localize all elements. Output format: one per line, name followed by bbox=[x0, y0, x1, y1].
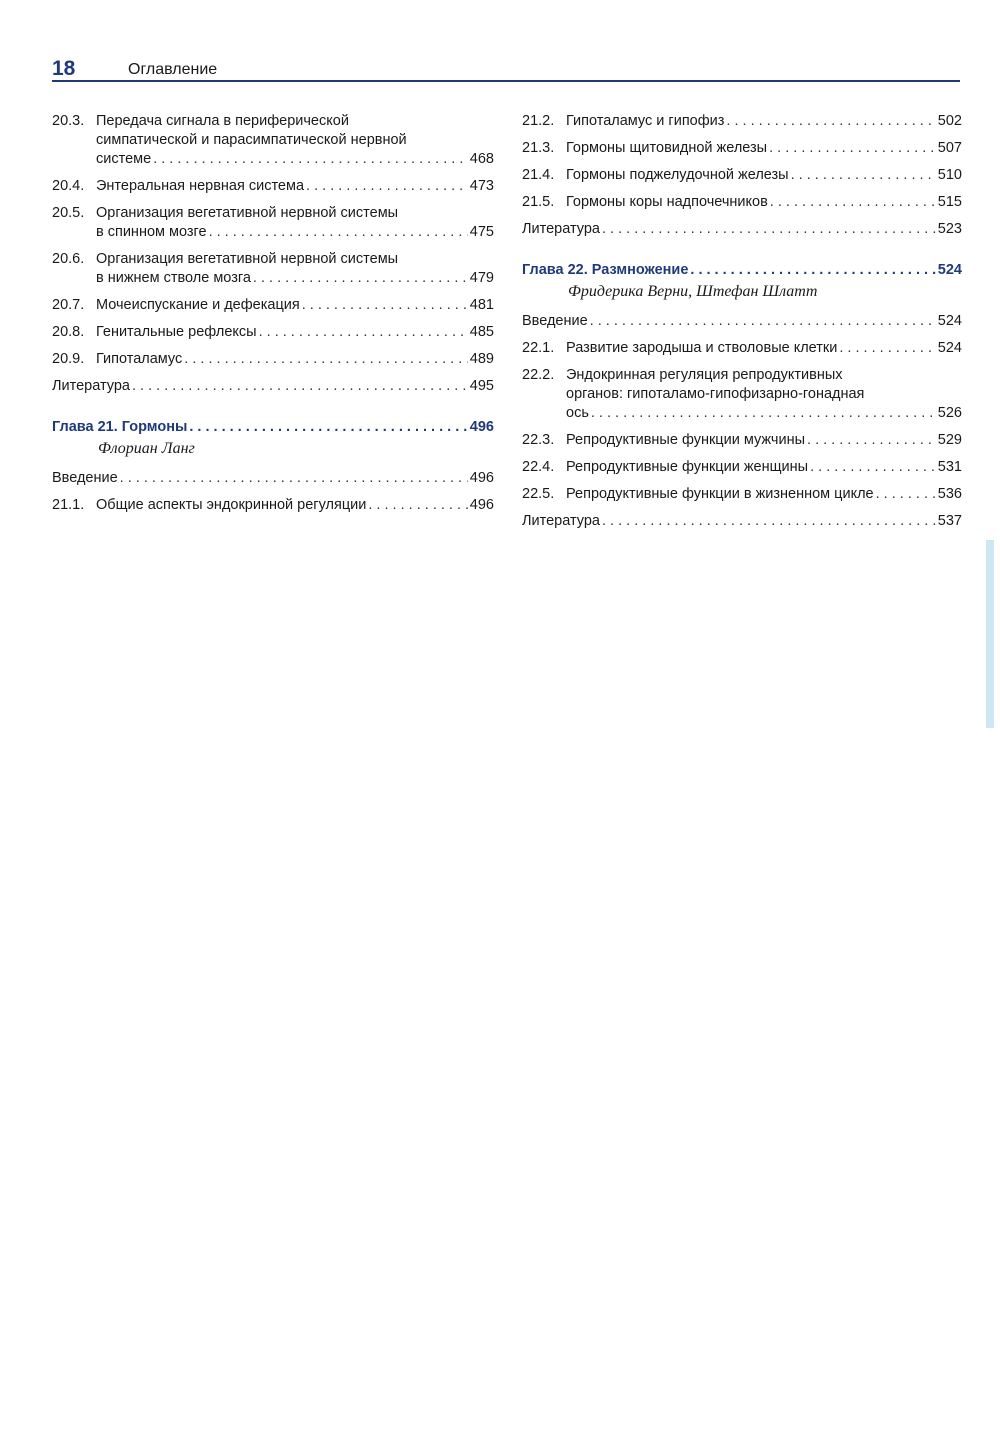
entry-title: Введение bbox=[52, 470, 118, 486]
toc-entry-20-7[interactable] bbox=[52, 296, 494, 315]
toc-entry-introduction[interactable] bbox=[522, 312, 962, 331]
dot-leader bbox=[368, 496, 467, 515]
page-ref: 536 bbox=[937, 486, 962, 502]
dot-leader bbox=[259, 323, 468, 342]
page-header bbox=[52, 58, 960, 82]
entry-title: Развитие зародыша и стволовые клетки bbox=[566, 340, 838, 356]
entry-number: 20.7. bbox=[52, 297, 85, 313]
entry-title-line: органов: гипоталамо-гипофизарно-гонадная bbox=[566, 386, 865, 402]
page-ref: 475 bbox=[469, 224, 494, 240]
entry-title: Гормоны поджелудочной железы bbox=[566, 167, 789, 183]
page-ref: 531 bbox=[937, 459, 962, 475]
dot-leader bbox=[839, 339, 935, 358]
entry-number: 21.3. bbox=[522, 140, 555, 156]
page-ref: 502 bbox=[937, 113, 962, 129]
entry-title: Гормоны коры надпочечников bbox=[566, 194, 768, 210]
entry-title: Репродуктивные функции женщины bbox=[566, 459, 809, 475]
entry-title: Общие аспекты эндокринной регуляции bbox=[96, 497, 367, 513]
dot-leader bbox=[876, 485, 936, 504]
entry-number: 22.5. bbox=[522, 486, 555, 502]
page-ref: 485 bbox=[469, 324, 494, 340]
dot-leader bbox=[770, 193, 936, 212]
page-ref: 481 bbox=[469, 297, 494, 313]
page-ref: 529 bbox=[937, 432, 962, 448]
toc-entry-21-5[interactable] bbox=[522, 193, 962, 212]
page-ref: 479 bbox=[469, 270, 494, 286]
entry-title: Гипоталамус bbox=[96, 351, 183, 367]
entry-number: 20.4. bbox=[52, 178, 85, 194]
chapter-title: Глава 22. Размножение bbox=[522, 262, 689, 278]
chapter-author: Флориан Ланг bbox=[98, 440, 195, 457]
page-ref: 473 bbox=[469, 178, 494, 194]
entry-number: 22.2. bbox=[522, 367, 555, 383]
entry-title: Мочеиспускание и дефекация bbox=[96, 297, 300, 313]
entry-title: Энтеральная нервная система bbox=[96, 178, 305, 194]
page-ref: 468 bbox=[469, 151, 494, 167]
toc-entry-20-4[interactable] bbox=[52, 177, 494, 196]
toc-entry-22-1[interactable] bbox=[522, 339, 962, 358]
entry-title: Литература bbox=[522, 221, 600, 237]
dot-leader bbox=[184, 350, 468, 369]
dot-leader bbox=[132, 377, 468, 396]
dot-leader bbox=[726, 112, 935, 131]
toc-entry-22-4[interactable] bbox=[522, 458, 962, 477]
page-ref: 537 bbox=[937, 513, 962, 529]
entry-title-line: симпатической и парасимпатической нервной bbox=[96, 132, 407, 148]
page-ref: 495 bbox=[469, 378, 494, 394]
dot-leader bbox=[769, 139, 936, 158]
page-edge-marker bbox=[986, 540, 994, 728]
entry-title: Генитальные рефлексы bbox=[96, 324, 257, 340]
toc-right-column bbox=[522, 112, 962, 531]
entry-title: в спинном мозге bbox=[96, 224, 207, 240]
dot-leader bbox=[791, 166, 936, 185]
toc-entry-literature[interactable] bbox=[52, 377, 494, 396]
dot-leader bbox=[306, 177, 468, 196]
page-ref: 496 bbox=[469, 419, 494, 435]
page-ref: 524 bbox=[937, 262, 962, 278]
entry-title: в нижнем стволе мозга bbox=[96, 270, 251, 286]
toc-entry-21-4[interactable] bbox=[522, 166, 962, 185]
toc-entry-21-1[interactable] bbox=[52, 496, 494, 515]
page-ref: 510 bbox=[937, 167, 962, 183]
entry-title: Гипоталамус и гипофиз bbox=[566, 113, 725, 129]
toc-chapter-21[interactable] bbox=[52, 418, 494, 437]
page-ref: 496 bbox=[469, 470, 494, 486]
entry-number: 22.4. bbox=[522, 459, 555, 475]
entry-title-line: Эндокринная регуляция репродуктивных bbox=[566, 367, 843, 383]
dot-leader bbox=[189, 418, 467, 437]
entry-title: Репродуктивные функции в жизненном цикле bbox=[566, 486, 874, 502]
toc-entry-21-3[interactable] bbox=[522, 139, 962, 158]
entry-number: 21.2. bbox=[522, 113, 555, 129]
page-ref: 496 bbox=[469, 497, 494, 513]
toc-left-column bbox=[52, 112, 494, 515]
dot-leader bbox=[209, 223, 468, 242]
entry-number: 20.5. bbox=[52, 205, 85, 221]
toc-chapter-22[interactable] bbox=[522, 261, 962, 280]
page-ref: 489 bbox=[469, 351, 494, 367]
dot-leader bbox=[253, 269, 468, 288]
entry-title: Гормоны щитовидной железы bbox=[566, 140, 768, 156]
entry-title: Литература bbox=[52, 378, 130, 394]
toc-entry-20-5[interactable] bbox=[52, 204, 494, 242]
toc-entry-introduction[interactable] bbox=[52, 469, 494, 488]
dot-leader bbox=[810, 458, 936, 477]
entry-title-line: Организация вегетативной нервной системы bbox=[96, 205, 399, 221]
toc-entry-22-3[interactable] bbox=[522, 431, 962, 450]
toc-entry-20-3[interactable] bbox=[52, 112, 494, 169]
dot-leader bbox=[602, 512, 936, 531]
dot-leader bbox=[302, 296, 468, 315]
dot-leader bbox=[807, 431, 936, 450]
entry-title: Введение bbox=[522, 313, 588, 329]
page-ref: 523 bbox=[937, 221, 962, 237]
dot-leader bbox=[120, 469, 468, 488]
page-ref: 526 bbox=[937, 405, 962, 421]
dot-leader bbox=[591, 404, 936, 423]
page-ref: 515 bbox=[937, 194, 962, 210]
page-ref: 524 bbox=[937, 313, 962, 329]
entry-title: системе bbox=[96, 151, 152, 167]
toc-entry-22-5[interactable] bbox=[522, 485, 962, 504]
toc-entry-20-9[interactable] bbox=[52, 350, 494, 369]
entry-number: 20.6. bbox=[52, 251, 85, 267]
dot-leader bbox=[690, 261, 935, 280]
toc-entry-22-2[interactable] bbox=[522, 366, 962, 423]
entry-number: 21.1. bbox=[52, 497, 85, 513]
dot-leader bbox=[602, 220, 936, 239]
running-title: Оглавление bbox=[128, 61, 218, 78]
entry-title: Литература bbox=[522, 513, 600, 529]
entry-number: 22.1. bbox=[522, 340, 555, 356]
entry-number: 21.4. bbox=[522, 167, 555, 183]
entry-title-line: Передача сигнала в периферической bbox=[96, 113, 349, 129]
page-number: 18 bbox=[52, 57, 76, 80]
toc-entry-literature[interactable] bbox=[522, 220, 962, 239]
entry-title: Репродуктивные функции мужчины bbox=[566, 432, 806, 448]
entry-number: 20.9. bbox=[52, 351, 85, 367]
toc-entry-20-6[interactable] bbox=[52, 250, 494, 288]
dot-leader bbox=[590, 312, 936, 331]
entry-number: 22.3. bbox=[522, 432, 555, 448]
toc-entry-20-8[interactable] bbox=[52, 323, 494, 342]
chapter-author: Фридерика Верни, Штефан Шлатт bbox=[568, 283, 818, 300]
page-ref: 507 bbox=[937, 140, 962, 156]
chapter-title: Глава 21. Гормоны bbox=[52, 419, 188, 435]
entry-title: ось bbox=[566, 405, 589, 421]
entry-number: 20.8. bbox=[52, 324, 85, 340]
entry-number: 20.3. bbox=[52, 113, 85, 129]
toc-entry-literature[interactable] bbox=[522, 512, 962, 531]
entry-number: 21.5. bbox=[522, 194, 555, 210]
dot-leader bbox=[153, 150, 468, 169]
toc-entry-21-2[interactable] bbox=[522, 112, 962, 131]
page-ref: 524 bbox=[937, 340, 962, 356]
entry-title-line: Организация вегетативной нервной системы bbox=[96, 251, 399, 267]
